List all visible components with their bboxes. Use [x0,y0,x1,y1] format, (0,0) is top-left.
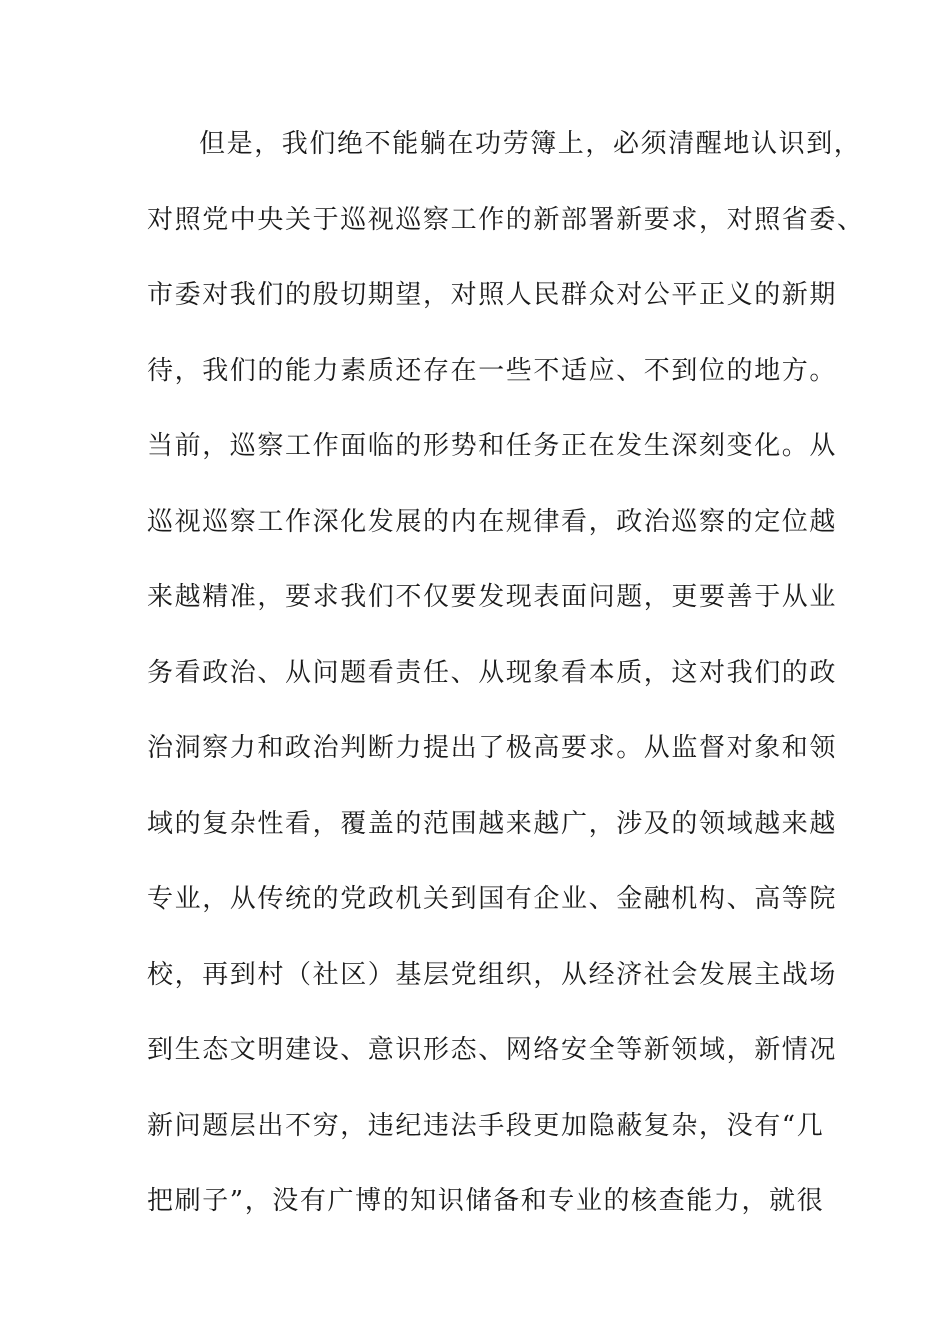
text-line: 待，我们的能力素质还存在一些不适应、不到位的地方。 [147,355,838,386]
text-line: 把刷子”，没有广博的知识储备和专业的核查能力，就很 [147,1186,825,1216]
text-line: 对照党中央关于巡视巡察工作的新部署新要求，对照省委、 [147,204,865,235]
text-line: 来越精准，要求我们不仅要发现表面问题，更要善于从业 [147,582,838,612]
text-line: 到生态文明建设、意识形态、网络安全等新领域，新情况 [147,1035,838,1065]
text-line: 治洞察力和政治判断力提出了极高要求。从监督对象和领 [147,733,838,763]
text-line: 务看政治、从问题看责任、从现象看本质，这对我们的政 [147,657,838,688]
text-line: 域的复杂性看，覆盖的范围越来越广，涉及的领域越来越 [147,808,838,839]
text-line: 校，再到村（社区）基层党组织，从经济社会发展主战场 [147,959,838,990]
text-line: 但是，我们绝不能躺在功劳簿上，必须清醒地认识到， [199,129,862,159]
text-line: 当前，巡察工作面临的形势和任务正在发生深刻变化。从 [147,431,838,461]
text-line: 巡视巡察工作深化发展的内在规律看，政治巡察的定位越 [147,506,838,537]
text-line: 新问题层出不穷，违纪违法手段更加隐蔽复杂，没有“几 [147,1110,825,1141]
text-line: 专业，从传统的党政机关到国有企业、金融机构、高等院 [147,884,838,914]
text-line: 市委对我们的殷切期望，对照人民群众对公平正义的新期 [147,280,838,310]
body-text [147,120,865,1253]
